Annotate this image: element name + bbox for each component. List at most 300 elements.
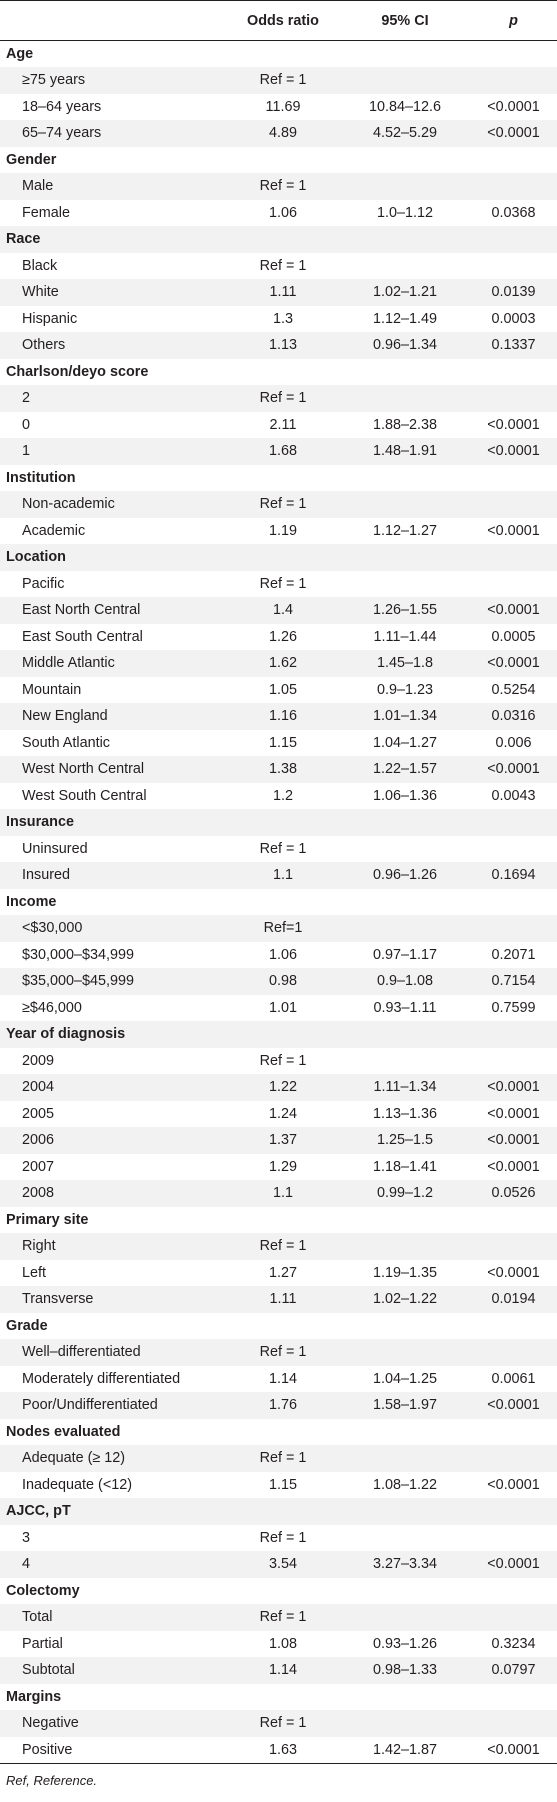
group-p-value (470, 1684, 557, 1711)
confidence-interval-cell: 1.18–1.41 (372, 1158, 438, 1175)
table-row (0, 1180, 557, 1207)
row-label: Hispanic (22, 310, 78, 327)
group-confidence-interval (340, 226, 470, 253)
p-value-cell (470, 915, 557, 942)
table-row (0, 836, 557, 863)
table-row (0, 491, 557, 518)
p-value-cell: <0.0001 (487, 1264, 540, 1281)
table-row (0, 1074, 557, 1101)
group-label: Year of diagnosis (6, 1026, 126, 1043)
odds-ratio-cell: 1.24 (268, 1105, 297, 1122)
group-label: Race (6, 231, 41, 248)
table-row (0, 650, 557, 677)
table-footnote: Ref, Reference. (6, 1772, 98, 1788)
p-value-cell: 0.0526 (491, 1185, 536, 1202)
odds-ratio-cell: 1.06 (268, 204, 297, 221)
table-row (0, 1286, 557, 1313)
odds-ratio-cell: 1.38 (268, 761, 297, 778)
table-row (0, 995, 557, 1022)
p-value-cell: 0.0139 (491, 284, 536, 301)
group-label: Primary site (6, 1211, 89, 1228)
p-value-cell: <0.0001 (487, 761, 540, 778)
p-value-cell: 0.0005 (491, 628, 536, 645)
row-label: White (22, 284, 59, 301)
group-confidence-interval (340, 889, 470, 916)
odds-ratio-cell: 1.01 (268, 999, 297, 1016)
odds-ratio-cell: 1.15 (268, 734, 297, 751)
odds-ratio-cell: 1.3 (272, 310, 293, 327)
header-confidence-interval: 95% CI (340, 1, 470, 41)
row-label: Non-academic (22, 496, 115, 513)
row-label: Uninsured (22, 840, 88, 857)
confidence-interval-cell: 0.96–1.26 (372, 867, 438, 884)
table-row (0, 94, 557, 121)
odds-ratio-cell: Ref = 1 (259, 1052, 307, 1069)
row-label: Inadequate (<12) (22, 1476, 133, 1493)
confidence-interval-cell: 1.25–1.5 (376, 1132, 434, 1149)
group-row (0, 1498, 557, 1525)
odds-ratio-cell: Ref=1 (263, 920, 303, 937)
confidence-interval-cell: 0.96–1.34 (372, 337, 438, 354)
table-body (0, 41, 557, 1764)
row-label: 2009 (22, 1052, 55, 1069)
row-label: Insured (22, 867, 70, 884)
odds-ratio-cell: 4.89 (268, 125, 297, 142)
group-row (0, 1419, 557, 1446)
table-row (0, 1048, 557, 1075)
p-value-cell: <0.0001 (487, 1132, 540, 1149)
table-row (0, 1366, 557, 1393)
p-value-cell: 0.2071 (491, 946, 536, 963)
confidence-interval-cell (340, 915, 470, 942)
row-label: 2 (22, 390, 31, 407)
table-row (0, 1551, 557, 1578)
group-confidence-interval (340, 1498, 470, 1525)
group-row (0, 809, 557, 836)
row-label: Partial (22, 1635, 63, 1652)
group-odds-ratio (226, 41, 340, 68)
odds-ratio-cell: Ref = 1 (259, 1344, 307, 1361)
row-label: Left (22, 1264, 47, 1281)
group-p-value (470, 544, 557, 571)
p-value-cell: 0.0061 (491, 1370, 536, 1387)
group-p-value (470, 226, 557, 253)
row-label: $35,000–$45,999 (22, 973, 135, 990)
row-label: Adequate (≥ 12) (22, 1450, 126, 1467)
row-label: South Atlantic (22, 734, 111, 751)
odds-ratio-cell: 1.1 (272, 867, 293, 884)
group-row (0, 226, 557, 253)
row-label: New England (22, 708, 108, 725)
table-row (0, 862, 557, 889)
confidence-interval-cell: 0.93–1.11 (373, 999, 437, 1016)
p-value-cell: <0.0001 (487, 522, 540, 539)
confidence-interval-cell: 1.48–1.91 (372, 443, 438, 460)
group-odds-ratio (226, 226, 340, 253)
table-row (0, 1710, 557, 1737)
p-value-cell: <0.0001 (487, 443, 540, 460)
p-value-cell: 0.0316 (491, 708, 536, 725)
odds-ratio-cell: 1.76 (268, 1397, 297, 1414)
table-row (0, 624, 557, 651)
odds-ratio-cell: 1.62 (268, 655, 297, 672)
odds-ratio-cell: 1.05 (268, 681, 297, 698)
group-confidence-interval (340, 147, 470, 174)
table-row (0, 200, 557, 227)
row-label: Right (22, 1238, 56, 1255)
group-row (0, 1578, 557, 1605)
table-row (0, 968, 557, 995)
p-value-cell: 0.0797 (491, 1662, 536, 1679)
confidence-interval-cell: 1.11–1.34 (373, 1079, 437, 1096)
table-row (0, 1154, 557, 1181)
group-row (0, 1207, 557, 1234)
group-confidence-interval (340, 1021, 470, 1048)
p-value-cell: <0.0001 (487, 1397, 540, 1414)
p-value-cell: <0.0001 (487, 1105, 540, 1122)
odds-ratio-cell: 0.98 (268, 973, 297, 990)
confidence-interval-cell (340, 571, 470, 598)
row-label: Transverse (22, 1291, 94, 1308)
confidence-interval-cell: 1.13–1.36 (372, 1105, 438, 1122)
confidence-interval-cell: 0.98–1.33 (372, 1662, 438, 1679)
row-label: ≥75 years (22, 72, 86, 89)
p-value-cell: <0.0001 (487, 1556, 540, 1573)
group-p-value (470, 1207, 557, 1234)
odds-ratio-cell: Ref = 1 (259, 1609, 307, 1626)
odds-ratio-cell: 1.15 (268, 1476, 297, 1493)
group-p-value (470, 1578, 557, 1605)
group-row (0, 1313, 557, 1340)
group-odds-ratio (226, 465, 340, 492)
odds-ratio-cell: Ref = 1 (259, 840, 307, 857)
header-p-value: p (470, 1, 557, 41)
header-row (0, 1, 557, 41)
confidence-interval-cell: 1.58–1.97 (372, 1397, 438, 1414)
p-value-cell: <0.0001 (487, 125, 540, 142)
p-value-cell: <0.0001 (487, 98, 540, 115)
confidence-interval-cell: 1.11–1.44 (373, 628, 437, 645)
confidence-interval-cell (340, 1445, 470, 1472)
odds-ratio-cell: 1.2 (272, 787, 293, 804)
confidence-interval-cell (340, 1525, 470, 1552)
confidence-interval-cell: 0.97–1.17 (372, 946, 438, 963)
group-confidence-interval (340, 1578, 470, 1605)
odds-ratio-cell: 1.14 (268, 1662, 297, 1679)
confidence-interval-cell: 1.45–1.8 (376, 655, 434, 672)
group-row (0, 147, 557, 174)
odds-ratio-cell: 1.16 (268, 708, 297, 725)
row-label: Positive (0, 1737, 226, 1764)
odds-ratio-cell: Ref = 1 (259, 1715, 307, 1732)
table-row (0, 1657, 557, 1684)
row-label: West North Central (22, 761, 145, 778)
confidence-interval-cell (340, 67, 470, 94)
group-confidence-interval (340, 1684, 470, 1711)
group-odds-ratio (226, 1419, 340, 1446)
table-row (0, 412, 557, 439)
p-value-cell (470, 836, 557, 863)
p-value-cell (470, 571, 557, 598)
p-value-cell (470, 253, 557, 280)
confidence-interval-cell: 1.04–1.27 (372, 734, 438, 751)
table-row (0, 67, 557, 94)
group-label: Institution (6, 469, 76, 486)
group-p-value (470, 1021, 557, 1048)
group-label: Margins (6, 1688, 62, 1705)
p-value-cell: <0.0001 (487, 655, 540, 672)
group-odds-ratio (226, 544, 340, 571)
p-value-cell: <0.0001 (470, 1737, 557, 1764)
row-label: 65–74 years (22, 125, 102, 142)
confidence-interval-cell: 1.02–1.22 (372, 1291, 438, 1308)
odds-ratio-cell: 1.22 (268, 1079, 297, 1096)
odds-ratio-cell: 1.37 (268, 1132, 297, 1149)
odds-ratio-cell: 1.14 (268, 1370, 297, 1387)
confidence-interval-cell: 1.88–2.38 (372, 416, 438, 433)
p-value-cell: 0.7599 (491, 999, 536, 1016)
p-value-cell (470, 1525, 557, 1552)
p-value-cell: 0.006 (495, 734, 532, 751)
group-row (0, 465, 557, 492)
odds-ratio-cell: 1.19 (268, 522, 297, 539)
table-row (0, 1525, 557, 1552)
group-row (0, 544, 557, 571)
group-odds-ratio (226, 1498, 340, 1525)
p-value-cell (470, 385, 557, 412)
odds-ratio-cell: 1.4 (272, 602, 293, 619)
table-row (0, 1127, 557, 1154)
odds-ratio-cell: Ref = 1 (259, 1529, 307, 1546)
group-confidence-interval (340, 465, 470, 492)
row-label: Middle Atlantic (22, 655, 115, 672)
row-label: 2005 (22, 1105, 55, 1122)
p-value-cell: <0.0001 (487, 1079, 540, 1096)
odds-ratio-cell: 2.11 (269, 416, 297, 433)
odds-ratio-cell: Ref = 1 (259, 390, 307, 407)
confidence-interval-cell: 1.04–1.25 (372, 1370, 438, 1387)
table-row (0, 703, 557, 730)
row-label: 18–64 years (22, 98, 102, 115)
group-row (0, 359, 557, 386)
p-value-cell (470, 1710, 557, 1737)
p-value-cell: <0.0001 (487, 1476, 540, 1493)
header-variable (0, 1, 226, 41)
row-label: Moderately differentiated (22, 1370, 181, 1387)
row-label: Male (22, 178, 54, 195)
table-row (0, 730, 557, 757)
group-odds-ratio (226, 1578, 340, 1605)
confidence-interval-cell: 1.12–1.49 (372, 310, 438, 327)
odds-ratio-cell: Ref = 1 (259, 575, 307, 592)
odds-ratio-cell: 1.06 (268, 946, 297, 963)
p-value-cell: 0.1694 (491, 867, 536, 884)
p-value-cell (470, 491, 557, 518)
confidence-interval-cell: 1.19–1.35 (372, 1264, 438, 1281)
row-label: Poor/Undifferentiated (22, 1397, 158, 1414)
table-row (0, 597, 557, 624)
p-value-cell (470, 1339, 557, 1366)
table-row (0, 173, 557, 200)
table-row (0, 253, 557, 280)
p-value-cell (470, 1445, 557, 1472)
p-value-cell: 0.0368 (491, 204, 536, 221)
p-value-cell: <0.0001 (487, 416, 540, 433)
confidence-interval-cell: 0.93–1.26 (372, 1635, 438, 1652)
odds-ratio-cell: Ref = 1 (259, 1450, 307, 1467)
p-value-cell (470, 1604, 557, 1631)
table-row (0, 1260, 557, 1287)
row-label: Well–differentiated (22, 1344, 141, 1361)
group-p-value (470, 359, 557, 386)
group-row (0, 1684, 557, 1711)
row-label: 1 (22, 443, 31, 460)
odds-ratio-cell: Ref = 1 (259, 1238, 307, 1255)
confidence-interval-cell: 1.06–1.36 (372, 787, 438, 804)
row-label: 4 (22, 1556, 31, 1573)
p-value-cell (470, 173, 557, 200)
table-row (0, 385, 557, 412)
confidence-interval-cell (340, 173, 470, 200)
group-odds-ratio (226, 1207, 340, 1234)
row-label: 3 (22, 1529, 31, 1546)
group-odds-ratio (226, 359, 340, 386)
confidence-interval-cell (340, 1233, 470, 1260)
table-row (0, 1737, 557, 1764)
group-row (0, 889, 557, 916)
table-row (0, 306, 557, 333)
group-p-value (470, 809, 557, 836)
table-row (0, 571, 557, 598)
row-label: Pacific (22, 575, 65, 592)
confidence-interval-cell (340, 1710, 470, 1737)
group-confidence-interval (340, 1207, 470, 1234)
header-odds-ratio: Odds ratio (226, 1, 340, 41)
row-label: Mountain (22, 681, 82, 698)
table-row (0, 1101, 557, 1128)
confidence-interval-cell: 1.12–1.27 (372, 522, 438, 539)
group-row (0, 41, 557, 68)
confidence-interval-cell: 0.99–1.2 (376, 1185, 434, 1202)
table-row (0, 518, 557, 545)
group-odds-ratio (226, 1313, 340, 1340)
row-label: 2007 (22, 1158, 55, 1175)
confidence-interval-cell (340, 385, 470, 412)
confidence-interval-cell: 10.84–12.6 (368, 98, 442, 115)
group-p-value (470, 465, 557, 492)
table-row (0, 1604, 557, 1631)
group-p-value (470, 1313, 557, 1340)
odds-ratio-cell: 11.69 (265, 98, 301, 115)
table-row (0, 1445, 557, 1472)
odds-ratio-cell: 1.68 (268, 443, 297, 460)
table-row (0, 279, 557, 306)
confidence-interval-cell: 1.42–1.87 (340, 1737, 470, 1764)
table-row (0, 783, 557, 810)
group-odds-ratio (226, 809, 340, 836)
group-odds-ratio (226, 147, 340, 174)
group-label: Nodes evaluated (6, 1423, 121, 1440)
group-odds-ratio (226, 1021, 340, 1048)
table-row (0, 677, 557, 704)
group-label: Colectomy (6, 1582, 80, 1599)
odds-ratio-cell: 1.29 (268, 1158, 297, 1175)
row-label: <$30,000 (22, 920, 83, 937)
group-row (0, 1021, 557, 1048)
group-p-value (470, 1419, 557, 1446)
group-odds-ratio (226, 1684, 340, 1711)
table-row (0, 1339, 557, 1366)
odds-ratio-cell: 1.27 (268, 1264, 297, 1281)
group-p-value (470, 147, 557, 174)
confidence-interval-cell: 3.27–3.34 (372, 1556, 438, 1573)
group-label: Location (6, 549, 66, 566)
table-row (0, 332, 557, 359)
group-label: Grade (6, 1317, 48, 1334)
table-row (0, 1472, 557, 1499)
confidence-interval-cell (340, 1604, 470, 1631)
confidence-interval-cell: 0.9–1.08 (376, 973, 434, 990)
odds-ratio-cell: Ref = 1 (259, 178, 307, 195)
group-label: Insurance (6, 814, 74, 831)
group-label: Gender (6, 151, 57, 168)
confidence-interval-cell (340, 1048, 470, 1075)
table-row (0, 438, 557, 465)
odds-ratio-cell: 1.1 (272, 1185, 293, 1202)
group-p-value (470, 1498, 557, 1525)
odds-ratio-cell: 1.13 (268, 337, 297, 354)
p-value-cell: <0.0001 (487, 602, 540, 619)
p-value-cell (470, 1048, 557, 1075)
group-confidence-interval (340, 1419, 470, 1446)
table-row (0, 1392, 557, 1419)
p-value-cell: 0.0003 (491, 310, 536, 327)
odds-ratio-cell: 1.08 (268, 1635, 297, 1652)
p-value-cell: 0.3234 (491, 1635, 536, 1652)
row-label: ≥$46,000 (22, 999, 82, 1016)
group-confidence-interval (340, 544, 470, 571)
p-value-cell (470, 1233, 557, 1260)
row-label: East North Central (22, 602, 141, 619)
confidence-interval-cell: 4.52–5.29 (372, 125, 438, 142)
group-label: Age (6, 46, 34, 62)
p-value-cell: 0.7154 (491, 973, 536, 990)
row-label: 2006 (22, 1132, 55, 1149)
table-row (0, 756, 557, 783)
table-row (0, 915, 557, 942)
confidence-interval-cell: 1.22–1.57 (372, 761, 438, 778)
table-header (0, 1, 557, 41)
confidence-interval-cell: 1.01–1.34 (372, 708, 438, 725)
row-label: West South Central (22, 787, 147, 804)
confidence-interval-cell: 1.0–1.12 (376, 204, 434, 221)
confidence-interval-cell: 1.02–1.21 (372, 284, 438, 301)
p-value-cell: 0.0194 (491, 1291, 536, 1308)
odds-ratio-cell: 1.26 (268, 628, 297, 645)
group-p-value (470, 41, 557, 68)
group-label: AJCC, pT (6, 1503, 71, 1520)
odds-ratio-cell: 1.63 (226, 1737, 340, 1764)
confidence-interval-cell (340, 1339, 470, 1366)
table-row (0, 942, 557, 969)
p-value-cell (470, 67, 557, 94)
table-row (0, 1631, 557, 1658)
group-confidence-interval (340, 359, 470, 386)
row-label: Subtotal (22, 1662, 75, 1679)
confidence-interval-cell (340, 491, 470, 518)
confidence-interval-cell: 0.9–1.23 (376, 681, 434, 698)
group-label: Charlson/deyo score (6, 363, 149, 380)
